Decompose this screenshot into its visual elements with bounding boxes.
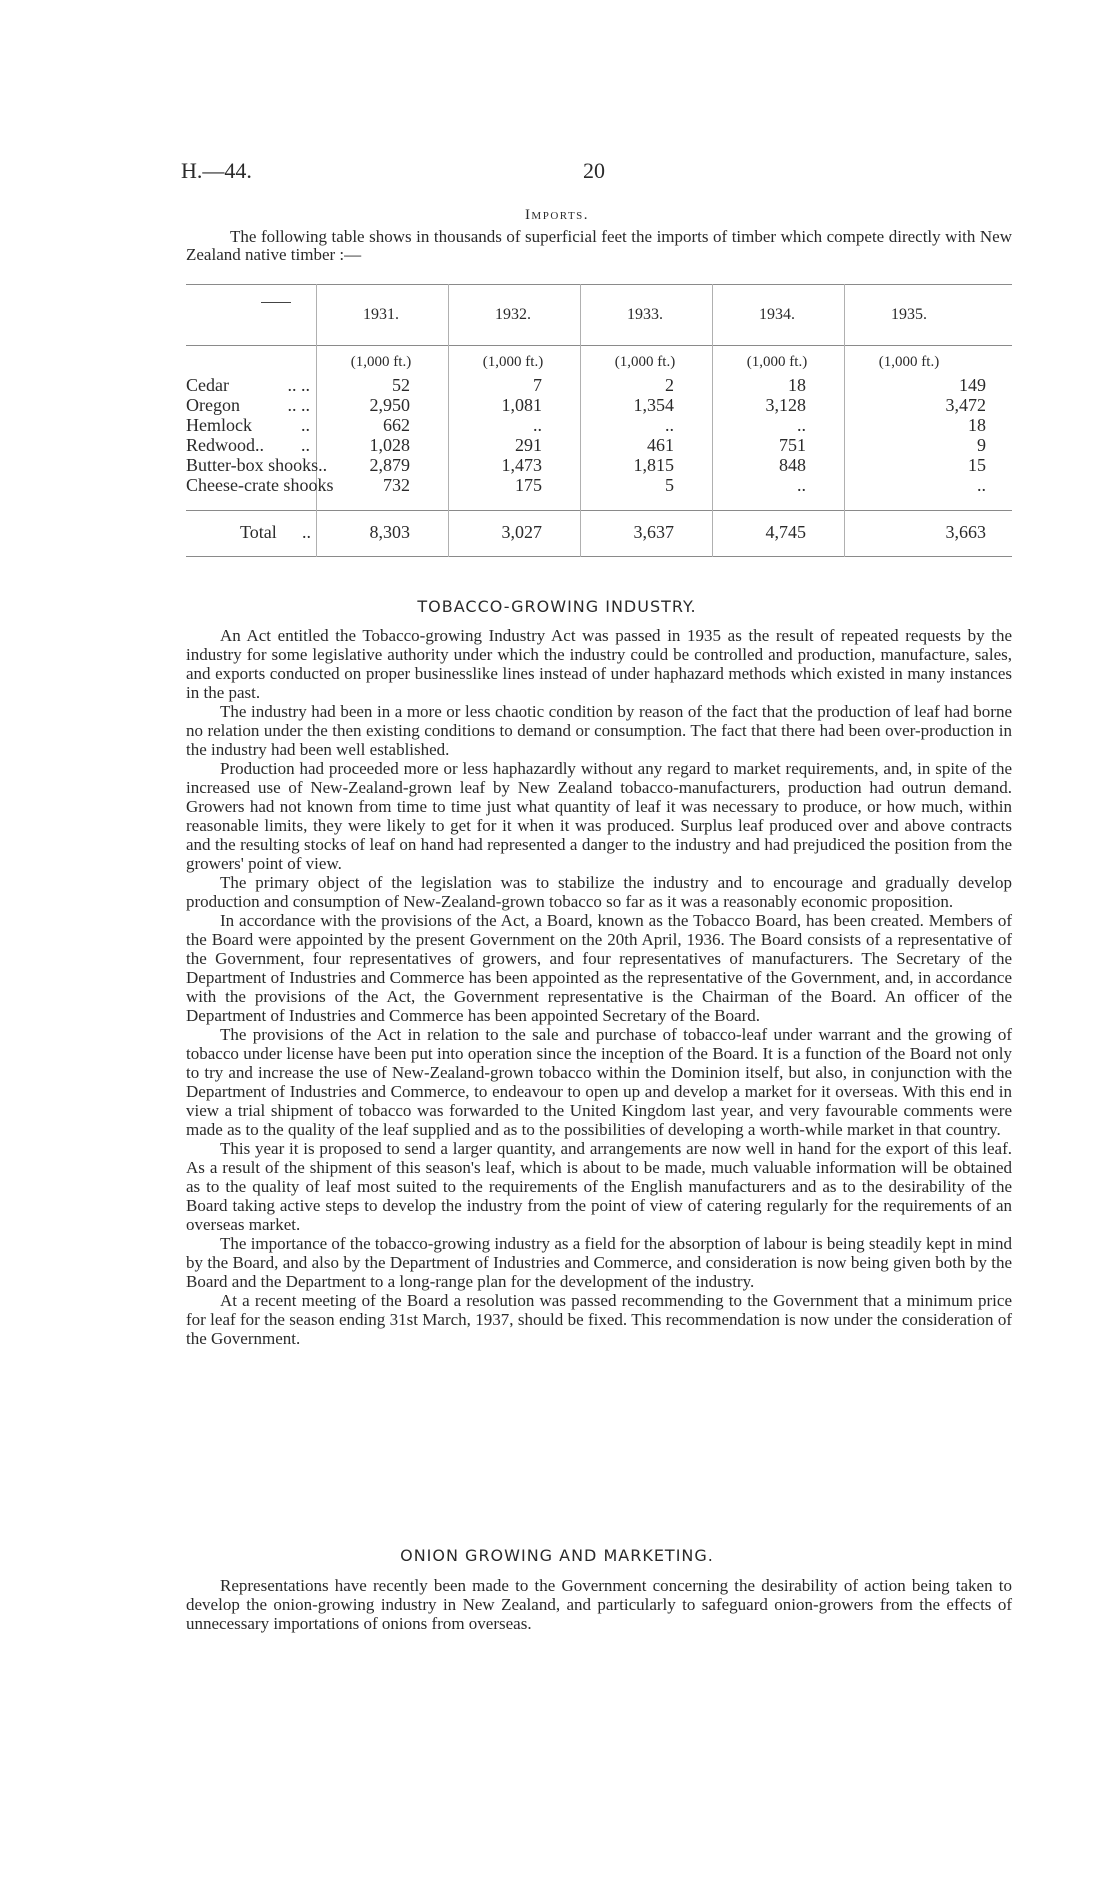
table-cell: .. <box>797 475 806 495</box>
table-cell: 2 <box>665 375 674 395</box>
table-cell: 291 <box>515 435 542 455</box>
row-label: Cedar <box>186 375 229 395</box>
table-cell: 15 <box>968 455 986 475</box>
tobacco-paragraph: At a recent meeting of the Board a resolution was passed recommending to the Government that a minimum price for leaf for the season ending 31st March, 1937, should be fixed. This recommendation is now under the consideration of the Government. <box>186 1291 1012 1348</box>
tobacco-paragraph: This year it is proposed to send a larger quantity, and arrangements are now well in hand for the export of this leaf. As a result of the shipment of this season's leaf, which is about to be made, much valuable information will be obtained as to the quality of leaf most suited to the requirements of the English manufacturers and as to the desirability of the Board taking active steps to develop the industry from the point of view of catering regularly for the requirements of an overseas market. <box>186 1139 1012 1234</box>
row-label: Hemlock <box>186 415 252 435</box>
total-cell: 3,663 <box>945 522 986 542</box>
table-cell: 461 <box>647 435 674 455</box>
row-label: Redwood.. <box>186 435 264 455</box>
tobacco-paragraph: Production had proceeded more or less haphazardly without any regard to market requirements, and, in spite of the increased use of New-Zealand-grown leaf by New Zealand tobacco-manufacturers, production had outrun demand. Growers had not known from time to time just what quantity of leaf it was necessary to produce, or how much, within reasonable limits, they were likely to get for it when it was produced. Surplus leaf produced over and above contracts and the resulting stocks of leaf on hand had represented a danger to the industry and had prejudiced the position from the growers' point of view. <box>186 759 1012 873</box>
onion-body <box>186 1576 1012 1633</box>
year-header: 1932. <box>495 306 531 323</box>
table-cell: 52 <box>392 375 410 395</box>
tobacco-body <box>186 626 1012 1348</box>
table-cell: 149 <box>959 375 986 395</box>
table-corner <box>261 302 291 303</box>
unit-label: (1,000 ft.) <box>614 354 676 370</box>
onion-paragraph: Representations have recently been made to the Government concerning the desirability of action being taken to develop the onion-growing industry in New Zealand, and particularly to safeguard onion-growers from the effects of unnecessary importations of onions from overseas. <box>186 1576 1012 1633</box>
year-header: 1931. <box>363 306 399 323</box>
tobacco-paragraph: The primary object of the legislation was to stabilize the industry and to encourage and gradually develop production and consumption of New-Zealand-grown tobacco so far as it was a reasonably economic proposition. <box>186 873 1012 911</box>
row-label: Cheese-crate shooks <box>186 475 334 495</box>
imports-table <box>186 284 1012 557</box>
total-cell: 8,303 <box>369 522 410 542</box>
table-cell: 732 <box>383 475 410 495</box>
tobacco-paragraph: In accordance with the provisions of the Act, a Board, known as the Tobacco Board, has been created. Members of the Board were appointed by the present Government on the 20th April, 1936. The Board consists of a representative of the Government, four representatives of growers, and four representatives of manufacturers. The Secretary of the Department of Industries and Commerce has been appointed as the representative of the Government, and, in accordance with the provisions of the Act, the Government representative is the Chairman of the Board. An officer of the Department of Industries and Commerce has been appointed Secretary of the Board. <box>186 911 1012 1025</box>
total-label: Total <box>240 522 277 542</box>
unit-label: (1,000 ft.) <box>746 354 808 370</box>
table-cell: 18 <box>788 375 806 395</box>
table-cell: 751 <box>779 435 806 455</box>
table-cell: 1,028 <box>369 435 410 455</box>
year-header: 1934. <box>759 306 795 323</box>
row-leader: .. <box>301 415 310 435</box>
unit-label: (1,000 ft.) <box>350 354 412 370</box>
table-cell: 2,950 <box>369 395 410 415</box>
page-number: 20 <box>583 158 605 183</box>
table-cell: 18 <box>968 415 986 435</box>
tobacco-paragraph: An Act entitled the Tobacco-growing Industry Act was passed in 1935 as the result of repeated requests by the industry for some legislative authority under which the industry could be controlled and production, manufacture, sales, and exports conducted on proper businesslike lines instead of under haphazard methods which existed in many instances in the past. <box>186 626 1012 702</box>
table-cell: 1,354 <box>633 395 674 415</box>
table-cell: 2,879 <box>369 455 410 475</box>
imports-intro: The following table shows in thousands of superficial feet the imports of timber which compete directly with New Zealand native timber :— <box>186 227 1012 264</box>
table-cell: 175 <box>515 475 542 495</box>
table-cell: 3,128 <box>765 395 806 415</box>
total-cell: 4,745 <box>765 522 806 542</box>
document-code: H.—44. <box>181 158 252 183</box>
table-cell: .. <box>977 475 986 495</box>
table-cell: .. <box>533 415 542 435</box>
row-leader: .. <box>301 435 310 455</box>
table-cell: 1,815 <box>633 455 674 475</box>
total-leader: .. <box>302 522 311 542</box>
row-label: Butter-box shooks.. <box>186 455 328 475</box>
table-cell: 1,473 <box>501 455 542 475</box>
table-cell: 662 <box>383 415 410 435</box>
year-header: 1935. <box>891 306 927 323</box>
tobacco-paragraph: The industry had been in a more or less chaotic condition by reason of the fact that the production of leaf had borne no relation under the then existing conditions to demand or consumption. The fact that there had been over-production in the industry had been well established. <box>186 702 1012 759</box>
onion-heading: ONION GROWING AND MARKETING. <box>400 1546 714 1565</box>
tobacco-paragraph: The importance of the tobacco-growing industry as a field for the absorption of labour is being steadily kept in mind by the Board, and also by the Department of Industries and Commerce, and consideration is now being given both by the Board and the Department to a long-range plan for the development of the industry. <box>186 1234 1012 1291</box>
unit-label: (1,000 ft.) <box>482 354 544 370</box>
year-header: 1933. <box>627 306 663 323</box>
table-cell: 5 <box>665 475 674 495</box>
table-cell: 1,081 <box>501 395 542 415</box>
imports-heading: Imports. <box>524 207 590 223</box>
tobacco-paragraph: The provisions of the Act in relation to the sale and purchase of tobacco-leaf under warrant and the growing of tobacco under license have been put into operation since the inception of the Board. It is a function of the Board not only to try and increase the use of New-Zealand-grown tobacco within the Dominion itself, but also, in conjunction with the Department of Industries and Commerce, to endeavour to open up and develop a market for it overseas. With this end in view a trial shipment of tobacco was forwarded to the United Kingdom last year, and very favourable comments were made as to the quality of the leaf supplied and as to the possibilities of developing a worth-while market in that country. <box>186 1025 1012 1139</box>
unit-label: (1,000 ft.) <box>878 354 940 370</box>
tobacco-heading: TOBACCO-GROWING INDUSTRY. <box>417 597 697 616</box>
total-cell: 3,637 <box>633 522 674 542</box>
table-cell: 3,472 <box>945 395 986 415</box>
table-cell: .. <box>797 415 806 435</box>
row-label: Oregon <box>186 395 240 415</box>
row-leader: .. .. <box>287 395 310 415</box>
table-cell: 9 <box>977 435 986 455</box>
row-leader: .. .. <box>287 375 310 395</box>
table-cell: .. <box>665 415 674 435</box>
table-cell: 848 <box>779 455 806 475</box>
table-cell: 7 <box>533 375 542 395</box>
total-cell: 3,027 <box>501 522 542 542</box>
